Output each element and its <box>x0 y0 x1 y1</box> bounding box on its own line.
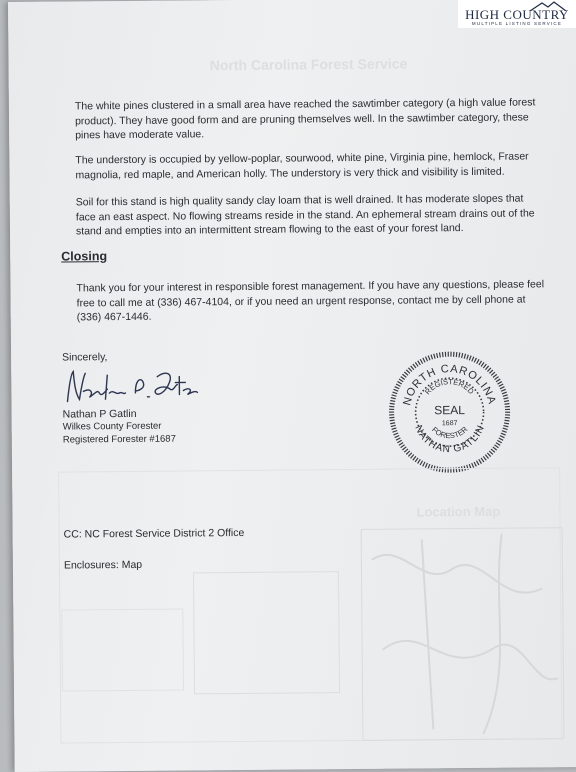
svg-text:SEAL: SEAL <box>434 403 465 418</box>
signer-registration: Registered Forester #1687 <box>62 433 176 446</box>
svg-text:NATHAN GATLIN: NATHAN GATLIN <box>412 423 488 456</box>
paragraph-soil: Soil for this stand is high quality sandy clay loam that is well drained. It has moderate slopes that face an east aspect. No flowing streams reside in the stand. An ephemeral stream drains out of the stand and empties into an intermittent stream flowing to the east of your forest land. <box>75 192 535 238</box>
closing-heading: Closing <box>61 249 108 264</box>
svg-text:REGISTERED: REGISTERED <box>422 377 476 397</box>
signer-title: Wilkes County Forester <box>62 420 162 433</box>
paragraph-understory: The understory is occupied by yellow-poplar, sourwood, white pine, Virginia pine, hemlock, Fraser magnolia, red maple, and American holly. The understory is very thick and visibility is limited. <box>75 150 529 182</box>
paragraph-white-pines: The white pines clustered in a small area have reached the sawtimber category (a high value forest product). They have good form and are pruning themselves well. In the sawtimber category, these pines have moderate value. <box>74 96 536 142</box>
mountain-peak-icon <box>528 1 568 11</box>
sign-off: Sincerely, <box>62 351 108 364</box>
signer-name: Nathan P Gatlin <box>62 407 137 421</box>
show-through-info-box <box>193 571 340 694</box>
forester-seal-stamp <box>387 350 512 475</box>
cc-line: CC: NC Forest Service District 2 Office <box>63 526 245 541</box>
svg-text:FORESTER: FORESTER <box>430 424 470 441</box>
logo-subtitle: MULTIPLE LISTING SERVICE <box>471 21 563 26</box>
svg-text:1687: 1687 <box>441 420 458 428</box>
show-through-header: North Carolina Forest Service <box>209 55 408 74</box>
paragraph-closing: Thank you for your interest in responsible forest management. If you have any questions, please feel free to call me at (336) 467-4104, or if you need an urgent response, contact me by cell phone at (336) 467-1446. <box>76 278 545 324</box>
enclosures-line: Enclosures: Map <box>63 558 143 572</box>
document-page <box>8 0 576 772</box>
high-country-logo <box>458 0 576 28</box>
handwritten-signature <box>61 362 201 411</box>
show-through-map-title: Location Map <box>416 503 501 520</box>
logo-name: HIGH COUNTRY <box>465 7 569 22</box>
svg-text:NORTH CAROLINA: NORTH CAROLINA <box>401 362 498 407</box>
show-through-map <box>361 527 565 741</box>
show-through-legend <box>61 608 184 691</box>
